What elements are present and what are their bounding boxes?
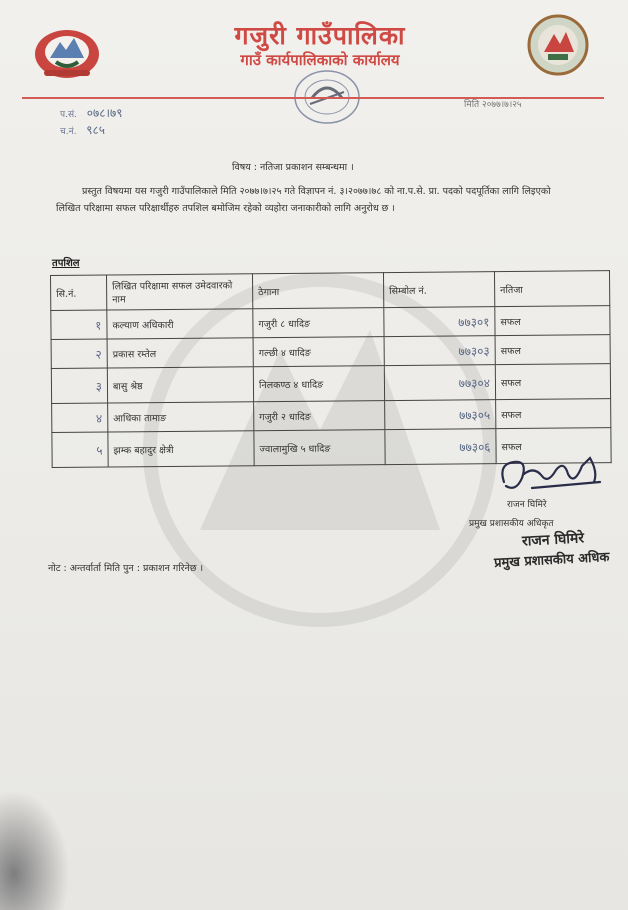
col-header-address: ठेगाना <box>252 273 383 309</box>
row-sn: २ <box>51 339 107 368</box>
col-header-result: नतिजा <box>494 271 609 307</box>
letter-date: मिति २०७७।७।२५ <box>464 100 522 110</box>
reference-label: प.सं. <box>60 110 77 120</box>
dispatch-number <box>60 121 105 138</box>
row-symbol: ७७३०६ <box>385 429 496 465</box>
details-heading: तपशिल <box>52 258 80 269</box>
row-result: सफल <box>495 306 610 336</box>
row-sn: ४ <box>52 403 108 432</box>
row-sn: १ <box>51 310 107 339</box>
signatory-name: राजन घिमिरे <box>507 500 547 510</box>
row-address: गजुरी २ धादिङ <box>254 401 385 431</box>
row-address: गजुरी ८ धादिङ <box>253 308 384 338</box>
footer-note: नोट : अन्तर्वार्ता मिति पुन : प्रकाशन गरिनेछ । <box>48 563 204 574</box>
col-header-sn: सि.नं. <box>51 275 107 310</box>
row-sn: ३ <box>51 368 107 403</box>
photo-shadow <box>0 790 70 910</box>
row-symbol: ७७३०४ <box>384 365 495 401</box>
dispatch-label: च.नं. <box>60 127 77 137</box>
reference-number <box>60 104 123 121</box>
row-name: बासु श्रेष्ठ <box>107 367 253 403</box>
signatory-name-stamp: राजन घिमिरे <box>521 530 585 550</box>
table-header-row <box>51 271 610 311</box>
signature-icon <box>494 452 606 498</box>
dispatch-value: ९८५ <box>86 123 105 137</box>
row-result: सफल <box>495 364 610 400</box>
row-address: गल्छी ४ धादिङ <box>253 337 384 367</box>
row-symbol: ७७३०१ <box>384 307 495 337</box>
row-address: ज्वालामुखि ५ धादिङ <box>254 430 385 466</box>
row-name: प्रकास रम्तेल <box>107 338 253 368</box>
col-header-name: लिखित परिक्षामा सफल उमेदवारको नाम <box>107 274 253 310</box>
subject-line: विषय : नतिजा प्रकाशन सम्बन्धमा । <box>232 162 354 173</box>
coat-of-arms-icon <box>32 26 102 82</box>
row-result: सफल <box>496 399 611 429</box>
results-table <box>50 270 612 468</box>
office-title: गजुरी गाउँपालिका <box>234 21 406 50</box>
row-symbol: ७७३०५ <box>385 400 496 430</box>
signatory-title-stamp: प्रमुख प्रशासकीय अधिक <box>493 549 610 572</box>
col-header-symbol: सिम्बोल नं. <box>383 272 494 308</box>
row-result: सफल <box>496 428 611 464</box>
row-sn: ५ <box>52 432 108 467</box>
table-row <box>51 364 610 404</box>
row-name: कल्याण अधिकारी <box>107 309 253 339</box>
reference-value: ०७८।७९ <box>86 106 123 120</box>
row-name: झम्क बहादुर क्षेत्री <box>108 431 254 467</box>
row-result: सफल <box>495 335 610 365</box>
row-name: आधिका तामाङ <box>108 402 254 432</box>
office-subtitle: गाउँ कार्यपालिकाको कार्यालय <box>240 51 400 69</box>
municipality-logo-icon <box>522 14 594 76</box>
body-paragraph: प्रस्तुत विषयमा यस गजुरी गाउँपालिकाले मिति २०७७।७।२५ गते विज्ञापन नं. ३।२०७७।७८ को ना.प.से. प्रा. पदको पदपूर्तिका लागि लिइएको लिखित परिक्षामा सफल परिक्षार्थीहरु तपशिल बमोजिम रहेको व्यहोरा जनाकारीको लागि अनुरोध छ । <box>56 186 551 214</box>
row-address: निलकण्ठ ४ धादिङ <box>253 366 384 402</box>
signatory-title: प्रमुख प्रशासकीय अधिकृत <box>469 519 554 529</box>
row-symbol: ७७३०३ <box>384 336 495 366</box>
